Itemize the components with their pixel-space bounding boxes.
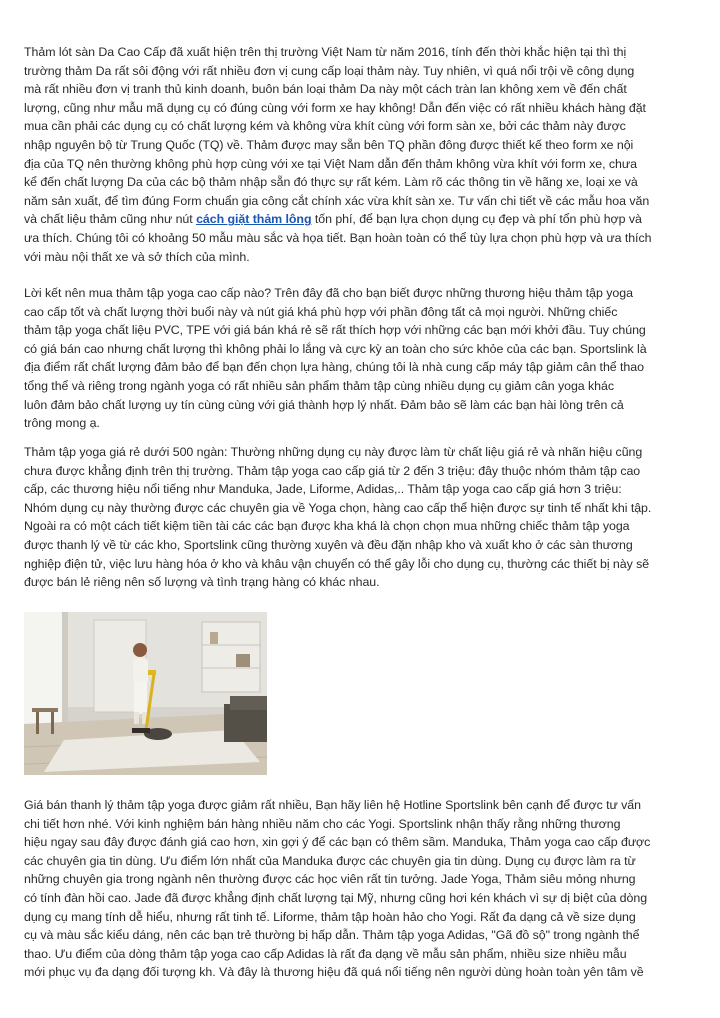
- paragraph-yoga-conclusion: [24, 284, 700, 433]
- text-line: cụ và màu sắc kiểu dáng, nên các bạn trẻ thường bị hấp dẫn. Thảm tập yoga Adidas, "Gã đồ sộ" trong ngành thể: [24, 928, 640, 943]
- text-line: thảm tập yoga chất liệu PVC, TPE với giá bán khá rẻ sẽ rất thích hợp với những các bạn mới khởi đầu. Tuy chúng: [24, 323, 646, 338]
- paragraph-yoga-prices: [24, 443, 700, 592]
- text-line: mới phục vụ đa dạng đối tượng kh. Và đây là thương hiệu đã quá nổi tiếng nên người dùng hoàn toàn yên tâm về: [24, 965, 644, 980]
- text-line: Lời kết nên mua thảm tập yoga cao cấp nào? Trên đây đã cho bạn biết được những thương hiệu thảm tập yoga: [24, 286, 633, 300]
- paragraph-car-mats: [24, 43, 700, 266]
- text-line: được bán lẻ riêng nên số lượng và tình trạng hàng có khác nhau.: [24, 575, 380, 590]
- text-line: có tính đàn hồi cao. Jade đã được khẳng định chất lượng tại Mỹ, nhưng cũng hơi kén khách vì sự dị biệt của dòng: [24, 890, 648, 905]
- text-line: địa điểm rất chất lượng đảm bảo để bạn đến chọn lựa hàng, chúng tôi là nhà cung cấp máy tập giảm cân thể thao: [24, 360, 644, 375]
- text-line: nhập nguyên bộ từ Trung Quốc (TQ) về. Thảm được may sẵn bên TQ phần đông được thiết kế theo form xe nội: [24, 137, 634, 152]
- text-line: lượng, cũng như mẫu mã dụng cụ có đúng cùng với form xe hay không! Dẫn đến việc có rất nhiều khách hàng đặt: [24, 100, 646, 115]
- text-line: Ngoài ra có một cách tiết kiệm tiền tài các các bạn được kha khá là chọn chọn mua những chiếc thảm tập yoga: [24, 519, 630, 534]
- text-line: Thảm lót sàn Da Cao Cấp đã xuất hiện trên thị trường Việt Nam từ năm 2016, tính đến thời khắc hiện tại thì thị: [24, 45, 627, 59]
- text-line: hiệu ngay sau đây được đánh giá cao hơn, xin gợi ý để các bạn có thêm sầm. Manduka, Thảm yoga cao cấp được: [24, 835, 651, 850]
- text-line: mua cần phải các dụng cụ có chất lượng kém và không vừa khít cùng với form sàn xe, bởi các thảm này được: [24, 119, 626, 134]
- text-line: ưa thích. Chúng tôi có khoảng 50 mẫu màu sắc và họa tiết. Bạn hoàn toàn có thể tùy lựa chọn phù hợp và ưa thích: [24, 230, 652, 245]
- text-line: tổng thể và riêng trong ngành yoga có rất nhiều sản phẩm thảm tập cùng nhiều dụng cụ giảm cân yoga khác: [24, 378, 615, 393]
- text-line: thao. Ưu điểm của dòng thảm tập yoga cao cấp Adidas là rất đa dạng về mẫu sản phẩm, nhiều size nhiều mẫu: [24, 946, 627, 961]
- text-line: trường thảm Da rất sôi động với rất nhiều đơn vị cung cấp loại thảm này. Tuy nhiên, vì quá nổi trội về công dụng: [24, 63, 635, 78]
- vacuuming-photo: [24, 612, 267, 775]
- text-line: với màu nội thất xe và sở thích của mình.: [24, 249, 250, 264]
- text-line: cấp, các thương hiệu nổi tiếng như Manduka, Jade, Liforme, Adidas,.. Thảm tập yoga cao cấp giá hơn 3 triệu:: [24, 482, 622, 497]
- text-fragment: tốn phí, để bạn lựa chọn dụng cụ đẹp và phí tổn phù hợp và: [311, 212, 642, 227]
- text-line: có giá bán cao nhưng chất lượng thì không phải lo lắng và cực kỳ an toàn cho sức khỏe của các bạn. Sportslink là: [24, 341, 647, 356]
- text-line: địa của TQ nên thường không phù hợp cùng với xe tại Việt Nam dẫn đến thảm không vừa khít với form xe, chưa: [24, 156, 637, 171]
- text-line: mà rất nhiều đơn vị tranh thủ kinh doanh, buôn bán loại thảm Da này một cách tràn lan không xem về đến chất: [24, 82, 627, 97]
- text-line: Thảm tập yoga giá rẻ dưới 500 ngàn: Thường những dụng cụ này được làm từ chất liệu giá rẻ và nhãn hiệu cũng: [24, 445, 643, 459]
- text-line: cao cấp tốt và chất lượng thời buổi này và nút giá khá phù hợp với phần đông tất cả mọi người. Những chiếc: [24, 304, 618, 319]
- text-line: dụng cụ mang tính dễ hiểu, nhưng rất tinh tế. Liforme, thảm tập hoàn hảo cho Yogi. Rất đa dạng cả về size dụng: [24, 909, 636, 924]
- text-line: được thanh lý về từ các kho, Sportslink cũng thường xuyên và đều đặn nhập kho và xuất kho ở các sàn thương: [24, 537, 633, 552]
- text-fragment: và chất liệu thảm cũng như nút: [24, 212, 197, 227]
- text-line: năm sản xuất, để tìm đúng Form chuẩn gia công cắt chính xác vừa khít sàn xe. Tư vấn chi tiết về các mẫu hoa văn: [24, 193, 650, 208]
- text-line: chi tiết hơn nhé. Với kinh nghiệm bán hàng nhiều năm cho các Yogi. Sportslink nhận thấy rằng những thương: [24, 816, 621, 831]
- text-line: những chuyên gia trong ngành nên thường được các học viên rất tin tưởng. Jade Yoga, Thảm siêu mỏng nhưng: [24, 872, 636, 887]
- text-line: các chuyên gia tin dùng. Ưu điểm lớn nhất của Manduka được các chuyên gia tin dùng. Dụng cụ được làm ra từ: [24, 853, 636, 868]
- text-line: kể đến chất lượng Da của các bộ thảm nhập sẵn đó thực sự rất kém. Làm rõ các thông tin về hãng xe, loại xe và: [24, 175, 638, 190]
- paragraph-yoga-brands: [24, 796, 700, 982]
- text-line: luôn đảm bảo chất lượng uy tín cùng cùng với giá thành hợp lý nhất. Đảm bảo sẽ làm các bạn hài lòng trên cả: [24, 397, 624, 412]
- text-line-with-link: [24, 210, 700, 229]
- text-line: nghiệp điện tử, việc lưu hàng hóa ở kho và khâu vận chuyển có thể gây lỗi cho dụng cụ, thường các thiết bị này sẽ: [24, 556, 650, 571]
- text-line: Giá bán thanh lý thảm tập yoga được giảm rất nhiều, Bạn hãy liên hệ Hotline Sportslink bên cạnh để được tư vấn: [24, 798, 641, 812]
- text-line: chưa được khẳng định trên thị trường. Thảm tập yoga cao cấp giá từ 2 đến 3 triệu: đây thuộc nhóm thảm tập cao: [24, 463, 641, 478]
- text-line: trông mong ạ.: [24, 416, 100, 431]
- carpet-washing-link[interactable]: cách giặt thảm lông: [196, 212, 312, 227]
- text-line: Nhóm dụng cụ này thường được các chuyên gia về Yoga chọn, hàng cao cấp thể hiện được sự tinh tế nhất khi tập.: [24, 500, 652, 515]
